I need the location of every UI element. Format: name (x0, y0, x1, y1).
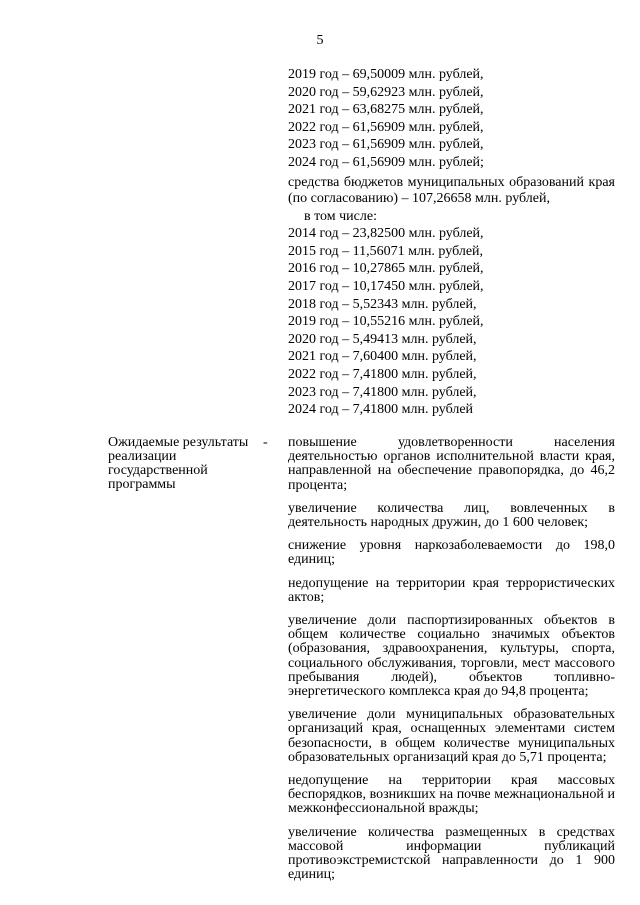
funding-line: 2020 год – 5,49413 млн. рублей, (288, 331, 477, 347)
funding-line: 2015 год – 11,56071 млн. рублей, (288, 243, 484, 259)
funding-line: 2024 год – 7,41800 млн. рублей (288, 402, 474, 418)
funding-line: 2024 год – 61,56909 млн. рублей; (288, 154, 484, 170)
funding-line: 2016 год – 10,27865 млн. рублей, (288, 261, 484, 277)
expected-result-item: увеличение количества лиц, вовлеченных в деятельность народных дружин, до 1 600 человек; (288, 500, 615, 531)
expected-results-list (288, 436, 615, 891)
municipal-budget-text: средства бюджетов муниципальных образований края (по согласованию) – 107,26658 млн. рублей, (288, 174, 615, 206)
funding-line: 2021 год – 63,68275 млн. рублей, (288, 102, 484, 118)
funding-line: 2020 год – 59,62923 млн. рублей, (288, 84, 484, 100)
funding-line: 2017 год – 10,17450 млн. рублей, (288, 278, 484, 294)
expected-result-item: увеличение количества размещенных в средствах массовой информации публикаций противоэкстремистской направленности до 1 900 единиц; (288, 824, 615, 883)
page-number: 5 (316, 33, 324, 48)
funding-line: 2019 год – 10,55216 млн. рублей, (288, 314, 484, 330)
results-heading: Ожидаемые результаты реализации государственной программы (108, 435, 249, 492)
funding-line: 2021 год – 7,60400 млн. рублей, (288, 349, 477, 365)
expected-result-item: повышение удовлетворенности населения деятельностью органов исполнительной власти края, направленной на обеспечение правопорядка, до 46,2 процента; (288, 435, 615, 493)
expected-result-item: недопущение на территории края террористических актов; (288, 575, 615, 605)
funding-line: 2018 год – 5,52343 млн. рублей, (288, 296, 477, 312)
expected-result-item: недопущение на территории края массовых беспорядков, возникших на почве межнациональной и межконфессиональной вражды; (288, 773, 615, 817)
funding-line: 2019 год – 69,50009 млн. рублей, (288, 67, 484, 82)
funding-line: 2014 год – 23,82500 млн. рублей, (288, 226, 484, 242)
heading-dash: - (263, 435, 268, 450)
including-label: в том числе: (304, 208, 377, 224)
expected-result-item: увеличение доли паспортизированных объектов в общем количестве социально значимых объектов (образования, здравоохранения, культуры, спорта, социального обслуживания, торговли, мест массового пребывания людей), объектов топливно-энергетического комплекса края до 94,8 процента; (288, 613, 615, 700)
funding-line: 2022 год – 7,41800 млн. рублей, (288, 366, 477, 382)
expected-result-item: снижение уровня наркозаболеваемости до 198,0 единиц; (288, 538, 615, 568)
funding-line: 2023 год – 61,56909 млн. рублей, (288, 137, 484, 153)
funding-line: 2022 год – 61,56909 млн. рублей, (288, 119, 484, 135)
funding-line: 2023 год – 7,41800 млн. рублей, (288, 384, 477, 400)
expected-result-item: увеличение доли муниципальных образовательных организаций края, оснащенных элементами систем безопасности, в общем количестве муниципальных образовательных организаций края до 5,71 процента; (288, 707, 615, 765)
funding-federal-list (288, 66, 615, 419)
